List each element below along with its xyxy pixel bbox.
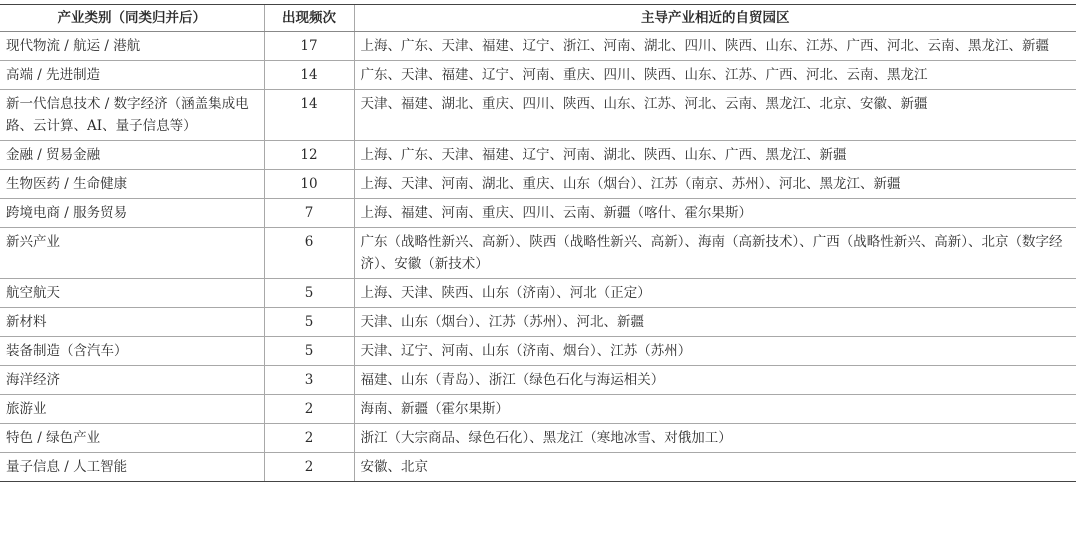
frequency-cell: 5 xyxy=(264,337,354,366)
frequency-cell: 7 xyxy=(264,199,354,228)
header-frequency: 出现频次 xyxy=(264,5,354,32)
table-row xyxy=(0,337,1076,366)
industry-cell: 旅游业 xyxy=(0,395,264,424)
header-industry-category: 产业类别（同类归并后） xyxy=(0,5,264,32)
zones-cell: 天津、辽宁、河南、山东（济南、烟台）、江苏（苏州） xyxy=(354,337,1076,366)
table-row xyxy=(0,170,1076,199)
table-row xyxy=(0,424,1076,453)
frequency-cell: 12 xyxy=(264,141,354,170)
industry-cell: 新一代信息技术 / 数字经济（涵盖集成电路、云计算、AI、量子信息等） xyxy=(0,90,264,141)
frequency-cell: 3 xyxy=(264,366,354,395)
industry-cell: 新材料 xyxy=(0,308,264,337)
zones-cell: 福建、山东（青岛）、浙江（绿色石化与海运相关） xyxy=(354,366,1076,395)
zones-cell: 上海、广东、天津、福建、辽宁、浙江、河南、湖北、四川、陕西、山东、江苏、广西、河北、云南、黑龙江、新疆 xyxy=(354,32,1076,61)
frequency-cell: 14 xyxy=(264,61,354,90)
zones-cell: 上海、广东、天津、福建、辽宁、河南、湖北、陕西、山东、广西、黑龙江、新疆 xyxy=(354,141,1076,170)
table-row xyxy=(0,90,1076,141)
zones-cell: 上海、天津、陕西、山东（济南）、河北（正定） xyxy=(354,279,1076,308)
zones-cell: 天津、福建、湖北、重庆、四川、陕西、山东、江苏、河北、云南、黑龙江、北京、安徽、新疆 xyxy=(354,90,1076,141)
frequency-cell: 14 xyxy=(264,90,354,141)
table-body xyxy=(0,32,1076,482)
industry-cell: 金融 / 贸易金融 xyxy=(0,141,264,170)
industry-table xyxy=(0,4,1076,482)
frequency-cell: 2 xyxy=(264,453,354,482)
industry-cell: 高端 / 先进制造 xyxy=(0,61,264,90)
table-row xyxy=(0,228,1076,279)
frequency-cell: 17 xyxy=(264,32,354,61)
zones-cell: 上海、天津、河南、湖北、重庆、山东（烟台）、江苏（南京、苏州）、河北、黑龙江、新疆 xyxy=(354,170,1076,199)
zones-cell: 安徽、北京 xyxy=(354,453,1076,482)
industry-cell: 生物医药 / 生命健康 xyxy=(0,170,264,199)
frequency-cell: 2 xyxy=(264,424,354,453)
industry-cell: 跨境电商 / 服务贸易 xyxy=(0,199,264,228)
header-free-trade-zones: 主导产业相近的自贸园区 xyxy=(354,5,1076,32)
industry-cell: 海洋经济 xyxy=(0,366,264,395)
industry-cell: 航空航天 xyxy=(0,279,264,308)
table-row xyxy=(0,32,1076,61)
frequency-cell: 2 xyxy=(264,395,354,424)
industry-cell: 量子信息 / 人工智能 xyxy=(0,453,264,482)
table-row xyxy=(0,453,1076,482)
frequency-cell: 5 xyxy=(264,279,354,308)
table-header xyxy=(0,5,1076,32)
table-row xyxy=(0,366,1076,395)
industry-cell: 现代物流 / 航运 / 港航 xyxy=(0,32,264,61)
zones-cell: 海南、新疆（霍尔果斯） xyxy=(354,395,1076,424)
table-row xyxy=(0,279,1076,308)
table-row xyxy=(0,61,1076,90)
industry-cell: 装备制造（含汽车） xyxy=(0,337,264,366)
frequency-cell: 6 xyxy=(264,228,354,279)
zones-cell: 广东、天津、福建、辽宁、河南、重庆、四川、陕西、山东、江苏、广西、河北、云南、黑龙江 xyxy=(354,61,1076,90)
frequency-cell: 5 xyxy=(264,308,354,337)
zones-cell: 天津、山东（烟台）、江苏（苏州）、河北、新疆 xyxy=(354,308,1076,337)
table-row xyxy=(0,308,1076,337)
industry-cell: 特色 / 绿色产业 xyxy=(0,424,264,453)
zones-cell: 广东（战略性新兴、高新）、陕西（战略性新兴、高新）、海南（高新技术）、广西（战略性新兴、高新）、北京（数字经济）、安徽（新技术） xyxy=(354,228,1076,279)
table-row xyxy=(0,199,1076,228)
table-row xyxy=(0,395,1076,424)
table-row xyxy=(0,141,1076,170)
zones-cell: 上海、福建、河南、重庆、四川、云南、新疆（喀什、霍尔果斯） xyxy=(354,199,1076,228)
header-row xyxy=(0,5,1076,32)
industry-cell: 新兴产业 xyxy=(0,228,264,279)
frequency-cell: 10 xyxy=(264,170,354,199)
zones-cell: 浙江（大宗商品、绿色石化）、黑龙江（寒地冰雪、对俄加工） xyxy=(354,424,1076,453)
